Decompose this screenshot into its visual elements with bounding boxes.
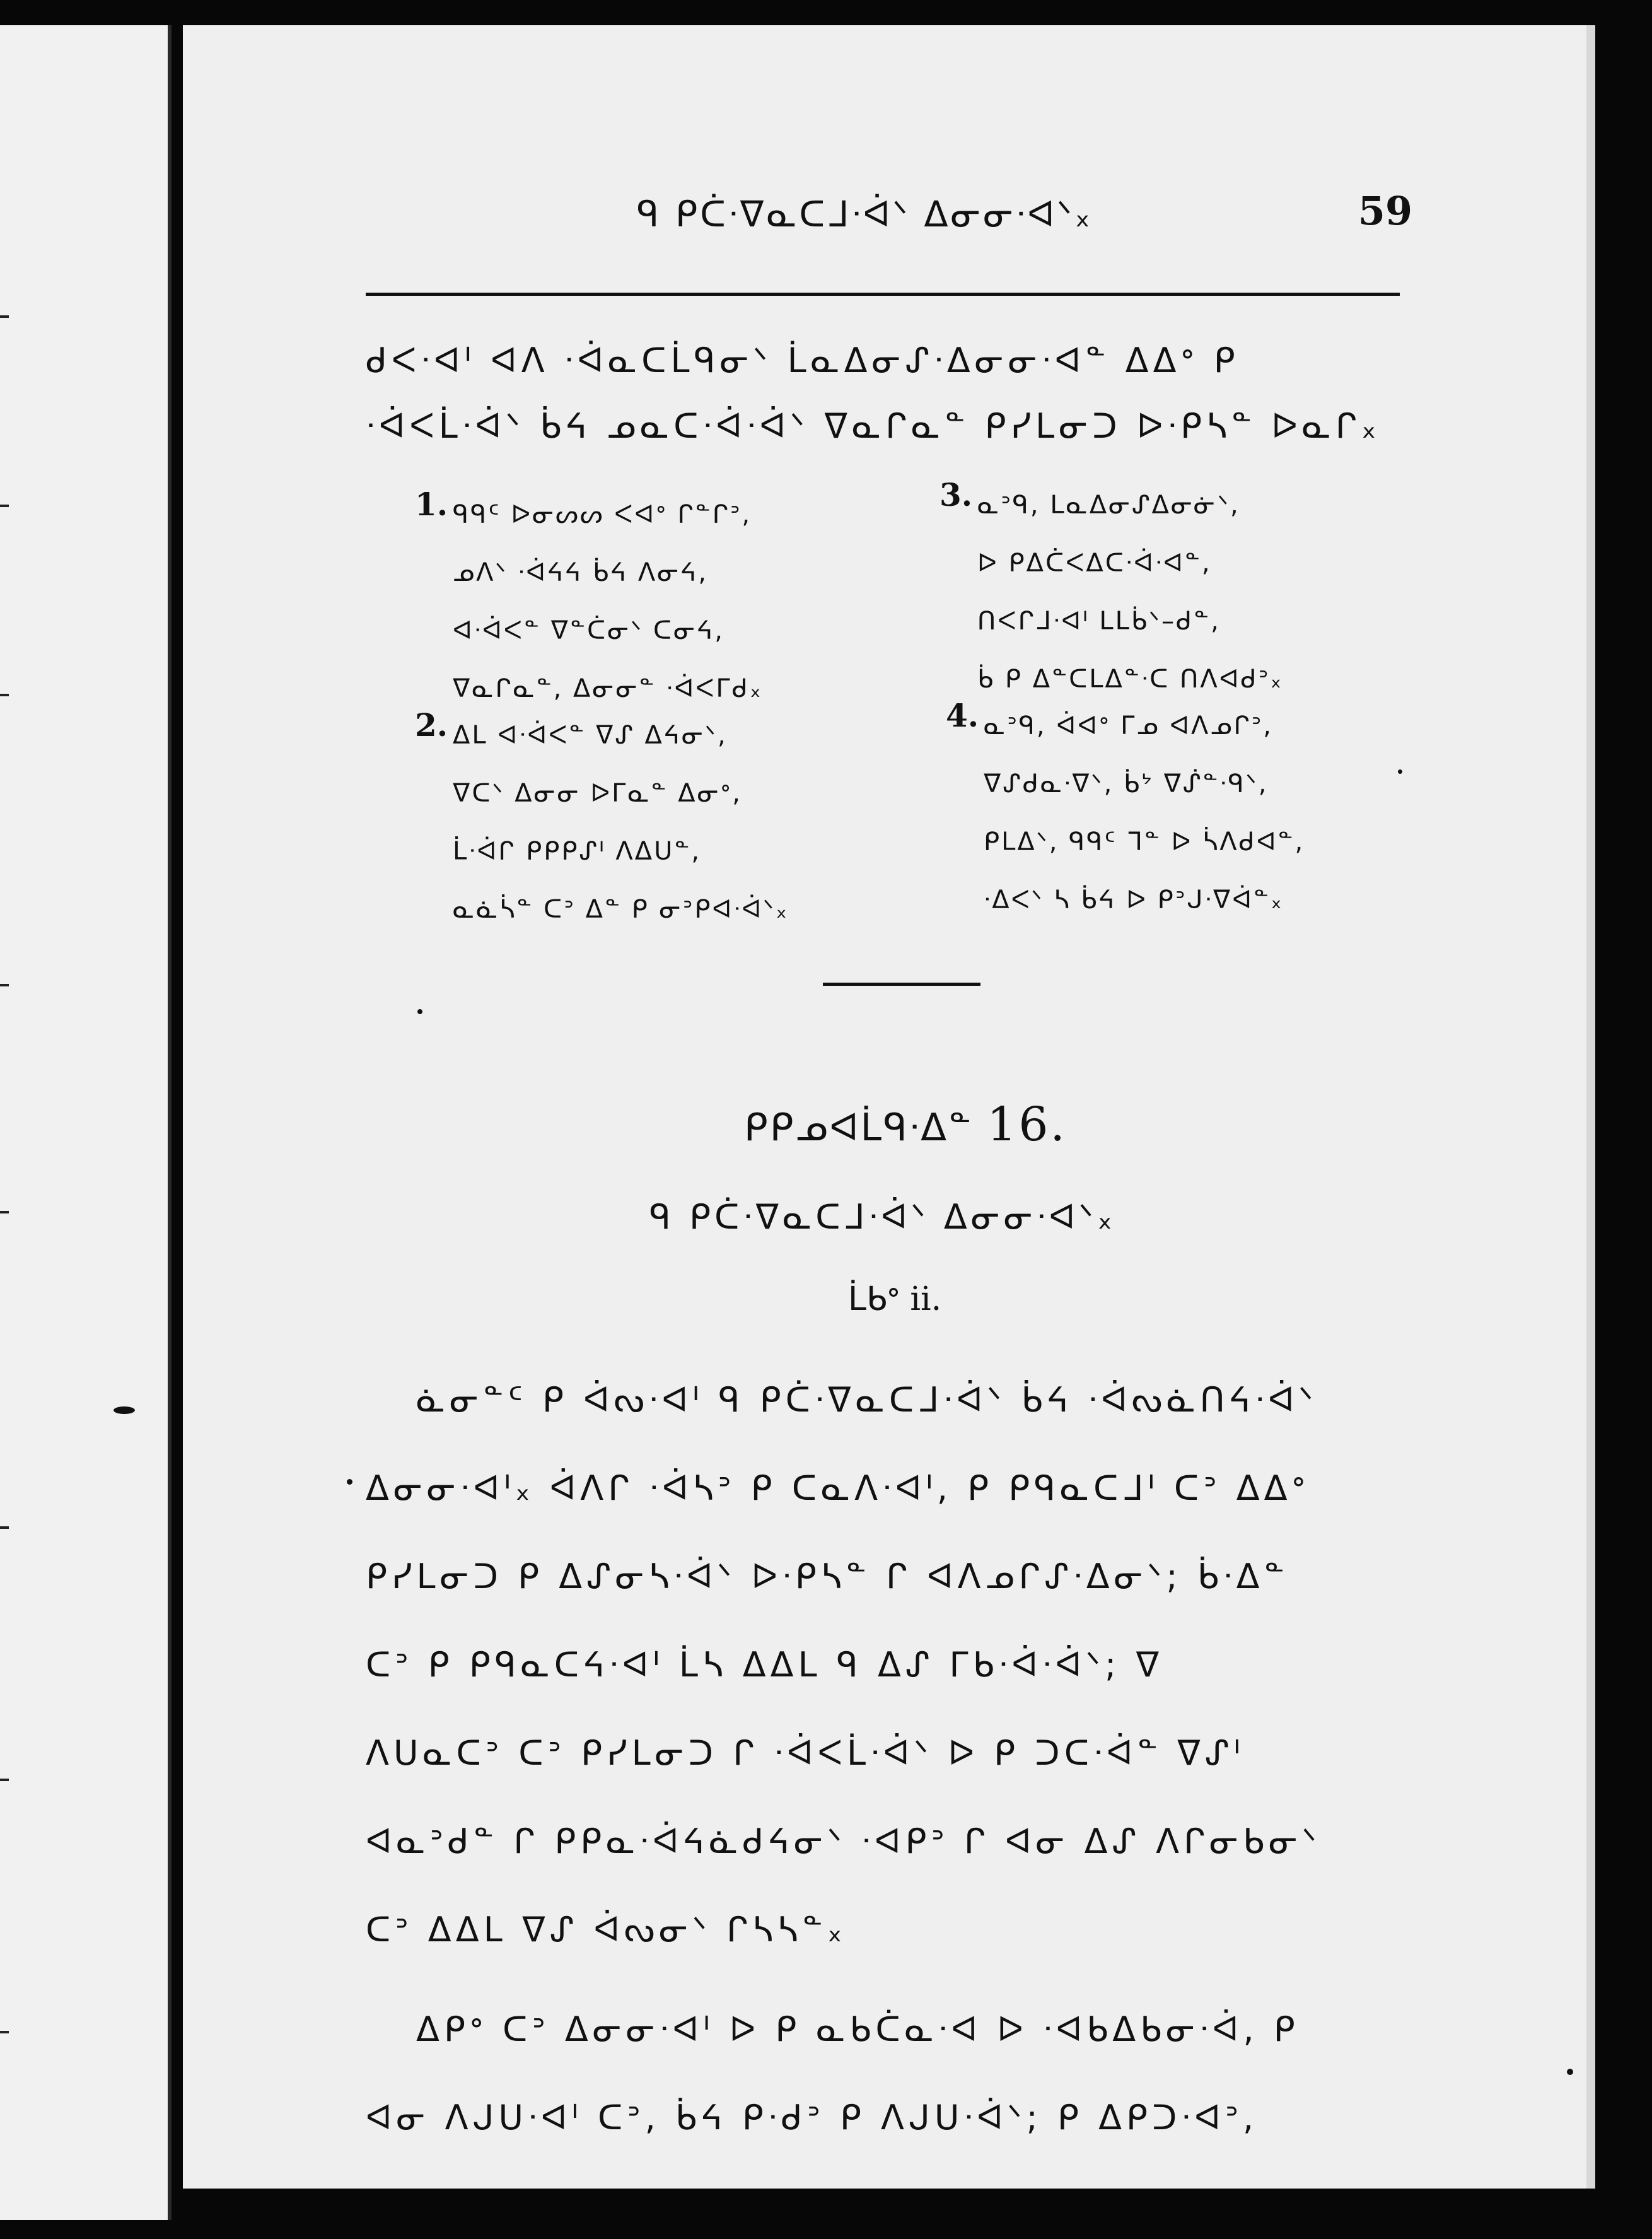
book-page — [183, 25, 1595, 2189]
body-line: ᐊᓇᐣᑯᓐ ᒋ ᑭᑭᓇᐧᐋᔦᓈᑯᔦᓂᐠ ᐧᐊᑭᐣ ᒋ ᐊᓂ ᐃᔑ ᐱᒋᓂᑲᓂᐠ — [366, 1821, 1321, 1861]
verse-number: 2. — [415, 706, 448, 744]
body-line: ᓈᓂᓐᑦ ᑭ ᐋᔓᐧᐊᑊ ᑫ ᑭᑖᐧᐁᓇᑕᒧᐧᐋᐠ ᑳᔦ ᐧᐋᔓᓈᑎᔦᐧᐋᐠ — [416, 1380, 1318, 1420]
section-subtitle: ᑫ ᑭᑖᐧᐁᓇᑕᒧᐧᐋᐠ ᐃᓂᓂᐧᐊᐠ᙮ — [649, 1197, 1116, 1237]
verse-line: ᓇᐣᑫ, ᐋᐊᐤ ᒥᓄ ᐊᐱᓄᒋᐣ, — [984, 711, 1273, 740]
ink-speck — [113, 1406, 135, 1414]
margin-mark — [0, 694, 9, 696]
running-title: ᑫ ᑭᑖᐧᐁᓇᑕᒧᐧᐋᐠ ᐃᓂᓂᐧᐊᐠ᙮ — [637, 194, 1093, 235]
page-number: 59 — [1358, 188, 1412, 234]
margin-mark — [0, 1211, 9, 1213]
verse-number: 3. — [939, 476, 973, 513]
body-line: ᑭᓯᒪᓂᑐ ᑭ ᐃᔑᓂᓴᐧᐋᐠ ᐅᐧᑭᓴᓐ ᒋ ᐊᐱᓄᒋᔑᐧᐃᓂᐠ; ᑳᐧᐃᓐ — [366, 1557, 1289, 1596]
ink-speck — [417, 1009, 422, 1014]
verse-line: ᐁᔑᑯᓇᐧᐁᐠ, ᑳᔾ ᐁᔒᓐᐧᑫᐠ, — [984, 769, 1269, 798]
margin-mark — [0, 315, 9, 318]
verse-line: ᓄᐱᐠ ᐧᐋᔦᔦ ᑳᔦ ᐱᓂᔦ, — [453, 558, 709, 587]
verse-line: ᐊᐧᐋᐸᓐ ᐁᓐᑖᓂᐠ ᑕᓂᔦ, — [453, 616, 724, 645]
verse-line: ᑭᒪᐃᐠ, ᑫᑫᑦ ᒣᓐ ᐅ ᓵᐱᑯᐊᓐ, — [984, 827, 1305, 856]
verse-line: ᐁᓇᒋᓇᓐ, ᐃᓂᓂᓐ ᐧᐋᐸᒥᑯ᙮ — [453, 674, 763, 703]
section-heading-text: ᑭᑭᓄᐊᒫᑫᐧᐃᓐ — [744, 1106, 974, 1150]
verse-line: ᑫᑫᑦ ᐅᓂᔕᔕ ᐸᐊᐤ ᒋᓐᒋᐣ, — [453, 500, 752, 529]
section-heading — [744, 1097, 1067, 1152]
header-rule — [366, 293, 1400, 296]
reference-chapter: ii. — [910, 1280, 942, 1318]
verse-line: ᐧᐃᐸᐠ ᓴ ᑳᔦ ᐅ ᑭᐣᒍᐧᐁᐋᓐ᙮ — [984, 886, 1284, 915]
margin-mark — [0, 2031, 9, 2033]
intro-paragraph — [366, 328, 1425, 459]
body-line: ᐃᑭᐤ ᑕᐣ ᐃᓂᓂᐧᐊᑊ ᐅ ᑭ ᓇᑲᑖᓇᐧᐊ ᐅ ᐧᐊᑲᐃᑲᓂᐧᐋ, ᑭ — [416, 2009, 1300, 2049]
verse-number: 1. — [415, 486, 448, 523]
section-number: 16. — [987, 1097, 1067, 1152]
ink-speck — [1567, 2069, 1573, 2075]
margin-mark — [0, 505, 9, 507]
body-line: ᐃᓂᓂᐧᐊᑊ᙮ ᐋᐱᒋ ᐧᐋᓴᐣ ᑭ ᑕᓇᐱᐧᐊᑊ, ᑭ ᑭᑫᓇᑕᒧᑊ ᑕᐣ ᐃᐃᐤ — [366, 1468, 1310, 1508]
margin-mark — [0, 1526, 9, 1529]
facing-page-edge — [0, 25, 172, 2220]
verse-line: ᐁᑕᐠ ᐃᓂᓂ ᐅᒥᓇᓐ ᐃᓂᐤ, — [453, 779, 742, 808]
verse-number: 4. — [946, 697, 979, 734]
intro-line: ᐧᐋᐸᒫᐧᐋᐠ ᑳᔦ ᓄᓇᑕᐧᐋᐧᐋᐠ ᐁᓇᒋᓇᓐ ᑭᓯᒪᓂᑐ ᐅᐧᑭᓴᓐ ᐅᓇᒋ᙮ — [366, 406, 1381, 446]
margin-mark — [0, 1779, 9, 1781]
verse-line: ᓇᐣᑫ, ᒪᓇᐃᓂᔑᐃᓂᓃᐠ, — [977, 491, 1240, 520]
verse-line: ᓇᓈᓵᓐ ᑕᐣ ᐃᓐ ᑭ ᓂᐣᑭᐊᐧᐋᐠ᙮ — [453, 895, 789, 924]
body-text — [366, 1356, 1425, 2162]
section-separator — [823, 983, 980, 986]
reference-book: ᒫᑲᐤ — [848, 1280, 900, 1318]
verse-line: ᐅ ᑭᐃᑖᐸᐃᑕᐧᐋᐧᐊᓐ, — [977, 549, 1212, 578]
body-line: ᑕᐣ ᐃᐃᒪ ᐁᔑ ᐋᔓᓂᐠ ᒋᓴᓴᓐ᙮ — [366, 1910, 847, 1950]
verse-line: ᑎᐸᒋᒧᐧᐊᑊ ᒪᒪᑳᐠ–ᑯᓐ, — [977, 607, 1221, 636]
margin-mark — [0, 984, 9, 986]
verse-line: ᐃᒪ ᐊᐧᐋᐸᓐ ᐁᔑ ᐃᔦᓂᐠ, — [453, 721, 728, 750]
body-line: ᑕᐣ ᑭ ᑭᑫᓇᑕᔦᐧᐊᑊ ᒫᓴ ᐃᐃᒪ ᑫ ᐃᔑ ᒥᑲᐧᐋᐧᐋᐠ; ᐁ — [366, 1645, 1164, 1685]
intro-line: ᑯᐸᐧᐊᑊ ᐊᐱ ᐧᐋᓇᑕᒫᑫᓂᐠ ᒫᓇᐃᓂᔑᐧᐃᓂᓂᐧᐊᓐ ᐃᐃᐤ ᑭ — [366, 341, 1240, 380]
verse-line: ᑳ ᑭ ᐃᓐᑕᒪᐃᓐᐧᑕ ᑎᐱᐊᑯᐣ᙮ — [977, 665, 1284, 694]
ink-speck — [1398, 769, 1402, 774]
verse-line: ᒫᐧᐋᒋ ᑭᑭᑭᔑᑊ ᐱᐃᑌᓐ, — [453, 837, 702, 866]
body-line: ᐱᑌᓇᑕᐣ ᑕᐣ ᑭᓯᒪᓂᑐ ᒋ ᐧᐋᐸᒫᐧᐋᐠ ᐅ ᑭ ᑐᑕᐧᐋᓐ ᐁᔑᑊ — [366, 1733, 1245, 1773]
scripture-reference — [848, 1280, 941, 1318]
ink-speck — [347, 1479, 352, 1485]
body-line: ᐊᓂ ᐱᒍᑌᐧᐊᑊ ᑕᐣ, ᑳᔦ ᑭᐧᑯᐣ ᑭ ᐱᒍᑌᐧᐋᐠ; ᑭ ᐃᑭᑐᐧᐊᐣ, — [366, 2098, 1259, 2137]
